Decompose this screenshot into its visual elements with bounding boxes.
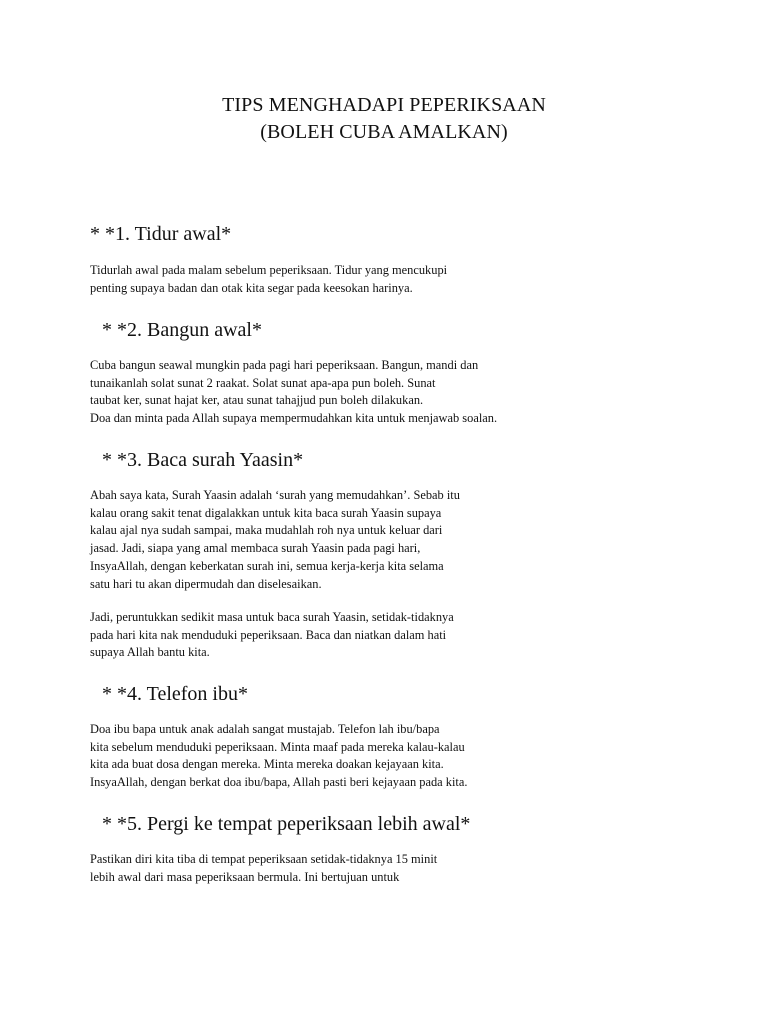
text-line: supaya Allah bantu kita. — [90, 645, 210, 660]
section-3-heading: * *3. Baca surah Yaasin* — [102, 449, 304, 471]
text-line: pada hari kita nak menduduki peperiksaan. Baca dan niatkan dalam hati — [90, 627, 447, 642]
section-2-paragraph-1 — [90, 357, 610, 428]
page-title-line-2: (BOLEH CUBA AMALKAN) — [260, 121, 508, 143]
text-line: InsyaAllah, dengan keberkatan surah ini, semua kerja-kerja kita selama — [90, 558, 444, 573]
text-line: tunaikanlah solat sunat 2 raakat. Solat sunat apa-apa pun boleh. Sunat — [90, 375, 436, 390]
text-line: penting supaya badan dan otak kita segar pada keesokan harinya. — [90, 280, 413, 295]
text-line: Abah saya kata, Surah Yaasin adalah ‘surah yang memudahkan’. Sebab itu — [90, 488, 460, 502]
section-4-heading: * *4. Telefon ibu* — [102, 683, 248, 705]
text-line: InsyaAllah, dengan berkat doa ibu/bapa, Allah pasti beri kejayaan pada kita. — [90, 775, 468, 790]
text-line: satu hari tu akan dipermudah dan diselesaikan. — [90, 576, 322, 591]
text-line: jasad. Jadi, siapa yang amal membaca surah Yaasin pada pagi hari, — [90, 541, 421, 556]
section-5-heading: * *5. Pergi ke tempat peperiksaan lebih awal* — [102, 813, 471, 835]
text-line: Tidurlah awal pada malam sebelum peperiksaan. Tidur yang mencukupi — [90, 263, 448, 277]
section-2-heading: * *2. Bangun awal* — [102, 319, 262, 341]
section-5-paragraph-1 — [90, 851, 610, 886]
section-3-paragraph-1 — [90, 487, 610, 593]
text-line: kita ada buat dosa dengan mereka. Minta mereka doakan kejayaan kita. — [90, 757, 444, 772]
text-line: kalau orang sakit tenat digalakkan untuk kita baca surah Yaasin supaya — [90, 505, 442, 520]
text-line: Doa ibu bapa untuk anak adalah sangat mustajab. Telefon lah ibu/bapa — [90, 722, 440, 736]
text-line: Jadi, peruntukkan sedikit masa untuk baca surah Yaasin, setidak-tidaknya — [90, 610, 454, 624]
text-line: lebih awal dari masa peperiksaan bermula. Ini bertujuan untuk — [90, 869, 400, 884]
section-1-heading: * *1. Tidur awal* — [90, 223, 232, 245]
text-line: Cuba bangun seawal mungkin pada pagi hari peperiksaan. Bangun, mandi dan — [90, 358, 479, 372]
text-line: taubat ker, sunat hajat ker, atau sunat tahajjud pun boleh dilakukan. — [90, 393, 424, 408]
section-1-paragraph-1 — [90, 262, 610, 297]
section-3-paragraph-2 — [90, 609, 610, 662]
text-line: kita sebelum menduduki peperiksaan. Minta maaf pada mereka kalau-kalau — [90, 739, 465, 754]
text-line: Doa dan minta pada Allah supaya mempermudahkan kita untuk menjawab soalan. — [90, 411, 498, 426]
section-4-paragraph-1 — [90, 721, 610, 792]
text-line: Pastikan diri kita tiba di tempat peperiksaan setidak-tidaknya 15 minit — [90, 852, 438, 866]
text-line: kalau ajal nya sudah sampai, maka mudahlah roh nya untuk keluar dari — [90, 523, 443, 538]
page-title-line-1: TIPS MENGHADAPI PEPERIKSAAN — [222, 94, 546, 116]
